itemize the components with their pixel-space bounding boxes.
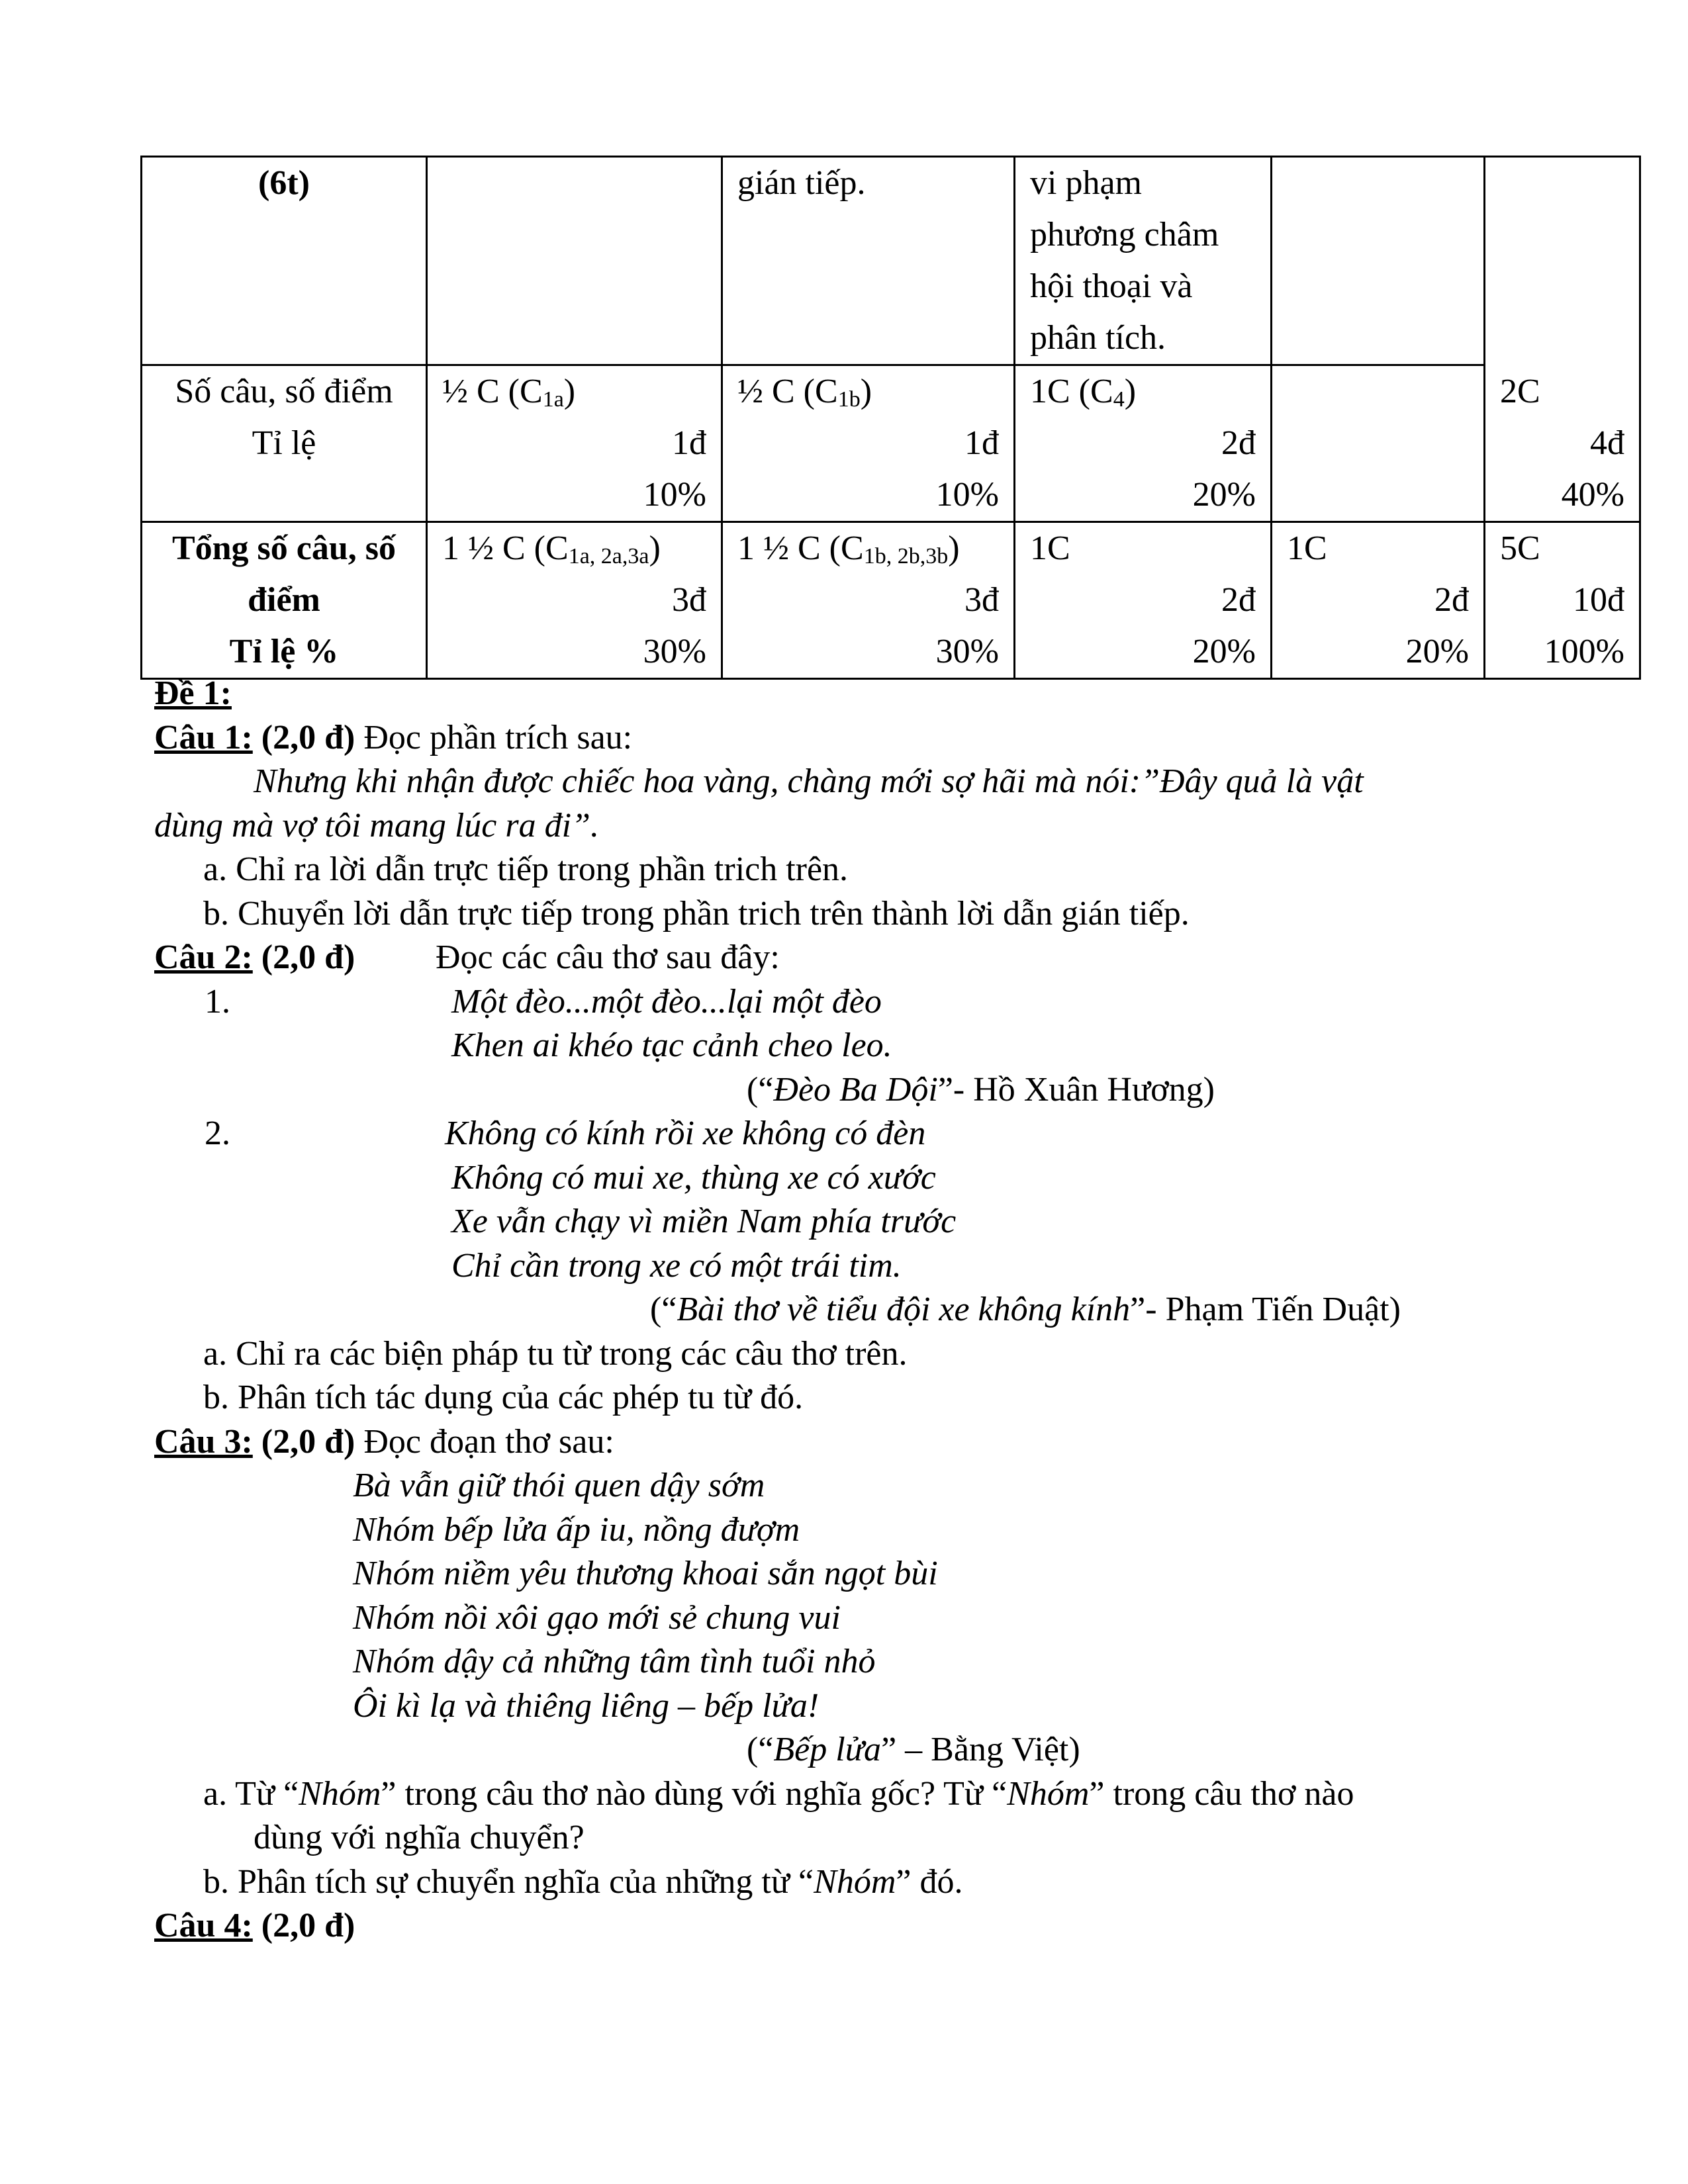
cell-points: 3đ [672, 581, 706, 619]
cell-text: hội thoại và [1030, 267, 1193, 305]
cell-count-sub: 1a, 2a,3a [568, 544, 649, 569]
cell-count: 1 ½ C (C [442, 529, 569, 567]
cell-points: 3đ [964, 581, 999, 619]
text-run: ” trong câu thơ nào [1089, 1775, 1354, 1813]
poem-line: Ôi kì lạ và thiêng liêng – bếp lửa! [353, 1687, 820, 1725]
question-label: Câu 2: [154, 938, 253, 976]
table-row [142, 522, 1640, 679]
question-prompt: Đọc đoạn thơ sau: [355, 1423, 614, 1461]
source-author: ”- Hồ Xuân Hương) [937, 1071, 1215, 1109]
cell-percent: 30% [643, 633, 706, 670]
table-row [142, 157, 1640, 365]
poem-line: Một đèo...một đèo...lại một đèo [451, 983, 882, 1021]
assessment-matrix-table [140, 156, 1641, 680]
poem-source [747, 1728, 1080, 1772]
cell-text: gián tiếp. [737, 164, 866, 202]
question-score: (2,0 đ) [252, 719, 355, 756]
sub-question-a: a. Chỉ ra lời dẫn trực tiếp trong phần trich trên. [203, 850, 849, 888]
keyword: Nhóm [814, 1863, 896, 1901]
cell-percent: 20% [1192, 476, 1256, 514]
poem-line: Nhóm nồi xôi gạo mới sẻ chung vui [353, 1599, 841, 1637]
table-cell [142, 157, 427, 365]
question-prompt: Đọc các câu thơ sau đây: [436, 938, 780, 976]
cell-count: 1 ½ C (C [737, 529, 864, 567]
poem-source [747, 1068, 1215, 1112]
poem-line: Không có kính rồi xe không có đèn [445, 1115, 926, 1152]
cell-count: ½ C (C [737, 373, 838, 410]
question-score: (2,0 đ) [252, 938, 355, 976]
row-label: Tỉ lệ [252, 424, 316, 462]
row-label: Số câu, số điểm [175, 373, 393, 410]
table-cell [142, 522, 427, 679]
poem-line: Khen ai khéo tạc cảnh cheo leo. [451, 1026, 892, 1064]
cell-count-sub: 1b, 2b,3b [863, 544, 949, 569]
table-cell [142, 365, 427, 522]
table-cell [1485, 522, 1640, 679]
keyword: Nhóm [1007, 1775, 1090, 1813]
source-title: Đèo Ba Dội [773, 1071, 938, 1109]
question-3-heading [154, 1420, 614, 1464]
poem-line: Nhóm niềm yêu thương khoai sắn ngọt bùi [353, 1555, 938, 1592]
cell-count-sub: 1a [542, 387, 564, 412]
cell-percent: 10% [643, 476, 706, 514]
cell-text: vi phạm [1030, 164, 1142, 202]
table-cell [427, 157, 722, 365]
poem-line: Bà vẫn giữ thói quen dậy sớm [353, 1467, 765, 1504]
cell-percent: 100% [1544, 633, 1624, 670]
cell-count: 1C (C [1030, 373, 1113, 410]
poem-line: Không có mui xe, thùng xe có xước [451, 1159, 936, 1197]
cell-count: 2C [1500, 373, 1540, 410]
row-label: Tổng số câu, số [171, 529, 397, 567]
cell-count: 5C [1500, 529, 1540, 567]
source-author: ”- Phạm Tiến Duật) [1130, 1291, 1401, 1328]
cell-text: phân tích. [1030, 319, 1166, 357]
question-label: Câu 3: [154, 1423, 253, 1461]
table-cell [722, 522, 1015, 679]
table-cell [1485, 157, 1640, 522]
cell-count: ½ C (C [442, 373, 543, 410]
cell-points: 4đ [1590, 424, 1624, 462]
table-cell [722, 157, 1015, 365]
cell-text: phương châm [1030, 216, 1219, 253]
table-cell [1015, 522, 1272, 679]
cell-points: 2đ [1434, 581, 1469, 619]
question-label: Câu 1: [154, 719, 253, 756]
question-2-heading [154, 936, 355, 979]
table-cell [1015, 365, 1272, 522]
question-prompt: Đọc phần trích sau: [355, 719, 633, 756]
cell-percent: 10% [935, 476, 999, 514]
cell-points: 10đ [1573, 581, 1624, 619]
cell-text: (6t) [258, 164, 310, 202]
question-label: Câu 4: [154, 1907, 253, 1944]
cell-points: 2đ [1221, 581, 1256, 619]
text-run: ” trong câu thơ nào dùng với nghĩa gốc? Từ “ [381, 1775, 1008, 1813]
source-author: ” – Bằng Việt) [881, 1731, 1080, 1768]
question-score: (2,0 đ) [252, 1423, 355, 1461]
text-run: b. Phân tích sự chuyển nghĩa của những từ “ [203, 1863, 814, 1901]
sub-question-b: b. Chuyển lời dẫn trực tiếp trong phần trich trên thành lời dẫn gián tiếp. [203, 895, 1190, 933]
cell-points: 1đ [964, 424, 999, 462]
question-score: (2,0 đ) [252, 1907, 355, 1944]
table-row [142, 365, 1640, 522]
table-cell [1015, 157, 1272, 365]
cell-count: 1C [1030, 529, 1070, 567]
poem-source [650, 1288, 1401, 1332]
text-run: a. Từ “ [203, 1775, 299, 1813]
table-cell [1272, 365, 1485, 522]
table-cell [1272, 522, 1485, 679]
sub-question-a-continued: dùng với nghĩa chuyển? [254, 1819, 585, 1856]
cell-percent: 30% [935, 633, 999, 670]
cell-count-end: ) [563, 373, 576, 410]
cell-count-end: ) [1124, 373, 1137, 410]
poem-line: Chỉ cần trong xe có một trái tim. [451, 1247, 902, 1285]
source-title: Bài thơ về tiểu đội xe không kính [677, 1291, 1131, 1328]
cell-points: 2đ [1221, 424, 1256, 462]
quote-line: Nhưng khi nhận được chiếc hoa vàng, chàng mới sợ hãi mà nói:”Đây quả là vật [254, 762, 1364, 800]
cell-count-end: ) [948, 529, 960, 567]
source-open: (“ [650, 1291, 677, 1328]
table-cell [722, 365, 1015, 522]
quote-line: dùng mà vợ tôi mang lúc ra đi”. [154, 807, 599, 844]
cell-points: 1đ [672, 424, 706, 462]
keyword: Nhóm [299, 1775, 381, 1813]
source-open: (“ [747, 1731, 774, 1768]
cell-count-sub: 4 [1113, 387, 1125, 412]
cell-percent: 20% [1192, 633, 1256, 670]
cell-percent: 40% [1561, 476, 1624, 514]
cell-count-end: ) [649, 529, 661, 567]
table-cell [1272, 157, 1485, 365]
cell-count-end: ) [860, 373, 872, 410]
sub-question-b: b. Phân tích tác dụng của các phép tu từ đó. [203, 1379, 804, 1416]
text-run: ” đó. [896, 1863, 963, 1901]
sub-question-a [203, 1772, 1354, 1816]
poem-line: Nhóm dậy cả những tâm tình tuổi nhỏ [353, 1643, 876, 1680]
cell-count-sub: 1b [837, 387, 861, 412]
poem-line: Nhóm bếp lửa ấp iu, nồng đượm [353, 1511, 800, 1549]
poem-number: 1. [205, 983, 230, 1021]
poem-line: Xe vẫn chạy vì miền Nam phía trước [451, 1203, 957, 1240]
sub-question-b [203, 1860, 962, 1904]
poem-number: 2. [205, 1115, 230, 1152]
row-label: điểm [248, 581, 320, 619]
table-cell [427, 522, 722, 679]
source-title: Bếp lửa [773, 1731, 882, 1768]
question-1-heading [154, 716, 632, 760]
row-label: Tỉ lệ % [229, 633, 339, 670]
source-open: (“ [747, 1071, 774, 1109]
cell-count: 1C [1287, 529, 1327, 567]
question-4-heading [154, 1904, 355, 1948]
sub-question-a: a. Chỉ ra các biện pháp tu từ trong các câu thơ trên. [203, 1335, 908, 1373]
cell-percent: 20% [1405, 633, 1469, 670]
exam-title: Đề 1: [154, 674, 232, 712]
table-cell [427, 365, 722, 522]
